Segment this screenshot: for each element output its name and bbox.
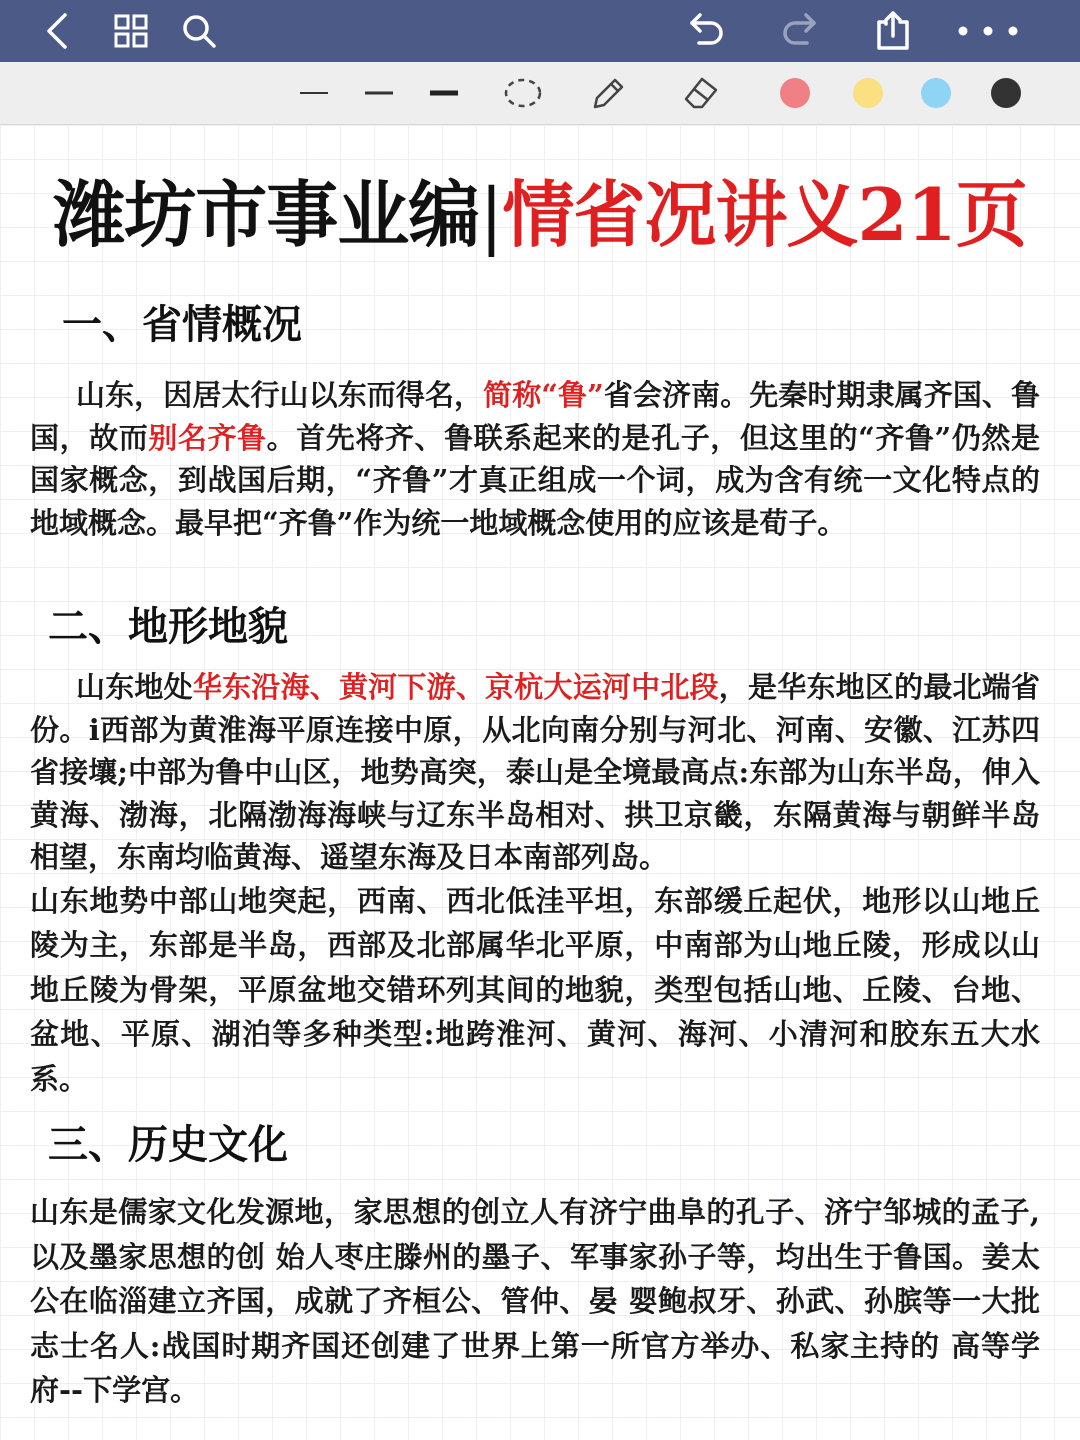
blue-color-swatch[interactable]: [911, 68, 961, 118]
document-title: [0, 172, 1080, 258]
pencil-icon[interactable]: [582, 68, 632, 118]
title-cursor: |: [479, 173, 503, 257]
yellow-color-swatch[interactable]: [843, 68, 893, 118]
top-navigation-bar: [0, 0, 1080, 62]
back-chevron-icon[interactable]: [33, 6, 83, 56]
section-2-paragraph: 山东地处华东沿海、黄河下游、京杭大运河中北段，是华东地区的最北端省份。i西部为黄淮海平原连接中原，从北向南分别与河北、河南、安徽、江苏四省接壤;中部为鲁中山区，地势高突，泰山是全境最高点:东部为山东半岛，伸入黄海、渤海，北隔渤海海峡与辽东半岛相对、拱卫京畿，东隔黄海与朝鲜半岛相望，东南均临黄海、遥望东海及日本南部列岛。 山东地势中部山地突起，西南、西北低洼平坦，东部缓丘起伏，地形以山地丘陵为主，东部是半岛，西部及北部属华北平原，中南部为山地丘陵，形成以山地丘陵为骨架，平原盆地交错环列其间的地貌，类型包括山地、丘陵、台地、盆地、平原、湖泊等多种类型:地跨淮河、黄河、海河、小清河和胶东五大水系。: [30, 670, 1040, 1096]
more-icon[interactable]: [948, 6, 1028, 56]
thick-line-icon[interactable]: [419, 68, 469, 118]
medium-line-icon[interactable]: [354, 68, 404, 118]
black-color-swatch[interactable]: [981, 68, 1031, 118]
eraser-icon[interactable]: [676, 68, 726, 118]
search-icon[interactable]: [174, 6, 224, 56]
redo-icon[interactable]: [774, 6, 824, 56]
lasso-icon[interactable]: [498, 68, 548, 118]
undo-icon[interactable]: [682, 6, 732, 56]
section-heading-2: 二、地形地貌: [48, 603, 288, 650]
title-red-part: 情省况讲义21页: [502, 172, 1027, 257]
drawing-toolbar: [0, 62, 1080, 125]
section-3-paragraph: 山东是儒家文化发源地，家思想的创立人有济宁曲阜的孔子、济宁邹城的孟子,以及墨家思想的创 始人枣庄滕州的墨子、军事家孙子等，均出生于鲁国。姜太公在临淄建立齐国，成就了齐桓公、管仲、晏 婴鲍叔牙、孙武、孙膑等一大批志士名人:战国时期齐国还创建了世界上第一所官方举办、私家主持的 高等学府--下学宫。: [30, 1195, 1040, 1407]
title-black-part: 潍坊市事业编: [53, 172, 480, 257]
thin-line-icon[interactable]: [289, 68, 339, 118]
section-heading-1: 一、省情概况: [62, 301, 302, 348]
pink-color-swatch[interactable]: [770, 68, 820, 118]
section-heading-3: 三、历史文化: [48, 1121, 288, 1168]
section-1-paragraph: 山东，因居太行山以东而得名，简称“鲁”省会济南。先秦时期隶属齐国、鲁国，故而别名齐鲁。首先将齐、鲁联系起来的是孔子，但这里的“齐鲁”仍然是国家概念，到战国后期，“齐鲁”才真正组成一个词，成为含有统一文化特点的地域概念。最早把“齐鲁”作为统一地域概念使用的应该是荀子。: [30, 378, 1040, 540]
grid-icon[interactable]: [106, 6, 156, 56]
share-icon[interactable]: [868, 6, 918, 56]
